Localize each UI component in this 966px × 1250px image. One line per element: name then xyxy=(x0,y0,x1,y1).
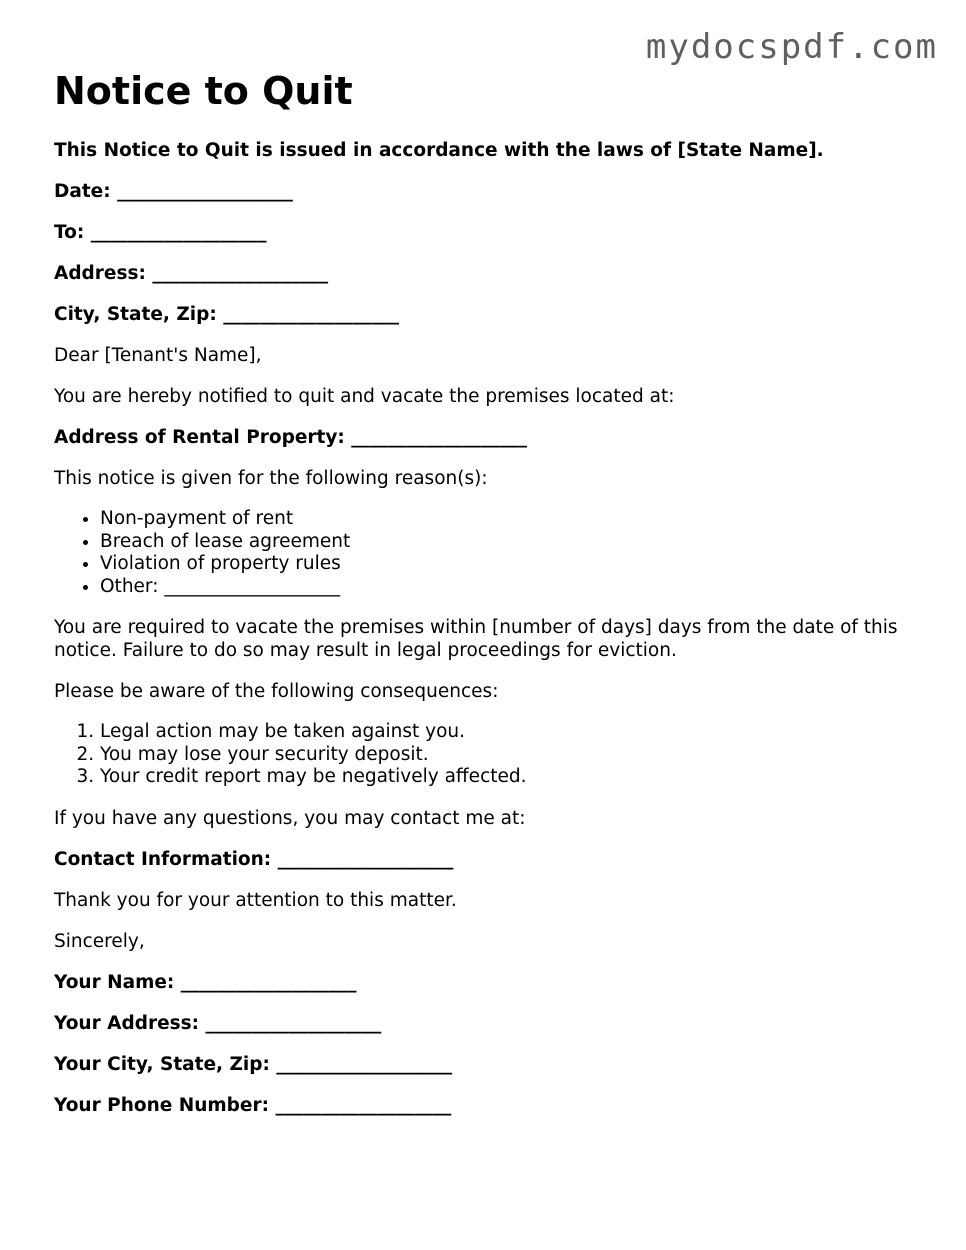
reasons-intro: This notice is given for the following reason(s): xyxy=(54,468,488,489)
address-blank: ___________________ xyxy=(152,263,329,284)
your-phone-field xyxy=(54,1094,914,1117)
list-item: • Non-payment of rent xyxy=(100,508,914,531)
to-field xyxy=(54,221,914,244)
to-blank: ___________________ xyxy=(90,222,267,243)
contact-text: If you have any questions, you may contact me at: xyxy=(54,807,526,829)
date-blank: ___________________ xyxy=(117,181,293,202)
list-item: 1. Legal action may be taken against you. xyxy=(100,721,914,744)
your-city-state-zip-blank: ___________________ xyxy=(276,1053,453,1075)
your-address-label: Your Address: xyxy=(54,1012,200,1034)
consequences-intro: Please be aware of the following consequences: xyxy=(54,681,499,702)
list-item: • Violation of property rules xyxy=(100,553,914,576)
intro-statement: This Notice to Quit is issued in accordance with the laws of [State Name]. xyxy=(54,140,824,161)
rental-property-label: Address of Rental Property: xyxy=(54,427,345,448)
to-label: To: xyxy=(54,222,85,243)
city-state-zip-blank: ___________________ xyxy=(223,304,399,325)
city-state-zip-field xyxy=(54,303,914,326)
salutation: Dear [Tenant's Name], xyxy=(54,345,262,366)
your-city-state-zip-field xyxy=(54,1053,914,1076)
your-name-label: Your Name: xyxy=(54,971,175,993)
date-label: Date: xyxy=(54,181,111,202)
your-city-state-zip-label: Your City, State, Zip: xyxy=(54,1053,270,1075)
address-label: Address: xyxy=(54,263,146,284)
list-item: 2. You may lose your security deposit. xyxy=(100,744,914,767)
your-phone-blank: ___________________ xyxy=(275,1094,452,1116)
date-field xyxy=(54,180,914,203)
address-field xyxy=(54,262,914,285)
city-state-zip-label: City, State, Zip: xyxy=(54,304,217,325)
your-name-field xyxy=(54,971,914,994)
document-page xyxy=(54,68,914,1135)
contact-field xyxy=(54,848,914,871)
contact-label: Contact Information: xyxy=(54,848,272,870)
reasons-list xyxy=(54,508,914,598)
your-phone-label: Your Phone Number: xyxy=(54,1094,269,1116)
rental-property-field xyxy=(54,426,914,449)
list-item: 3. Your credit report may be negatively affected. xyxy=(100,766,914,789)
your-address-field xyxy=(54,1012,914,1035)
your-address-blank: ___________________ xyxy=(205,1012,382,1034)
vacate-text: You are required to vacate the premises within [number of days] days from the date of this notice. Failure to do so may result in legal proceedings for eviction. xyxy=(54,617,898,661)
notify-text: You are hereby notified to quit and vacate the premises located at: xyxy=(54,386,675,407)
consequences-list xyxy=(54,721,914,789)
closing: Sincerely, xyxy=(54,930,145,952)
your-name-blank: ___________________ xyxy=(180,971,357,993)
rental-property-blank: ___________________ xyxy=(351,427,528,448)
list-item: • Breach of lease agreement xyxy=(100,531,914,554)
watermark: mydocspdf.com xyxy=(645,27,938,67)
thanks-text: Thank you for your attention to this matter. xyxy=(54,889,457,911)
page-title: Notice to Quit xyxy=(54,69,353,113)
list-item: • Other: ___________________ xyxy=(100,576,914,599)
contact-blank: ___________________ xyxy=(277,848,454,870)
